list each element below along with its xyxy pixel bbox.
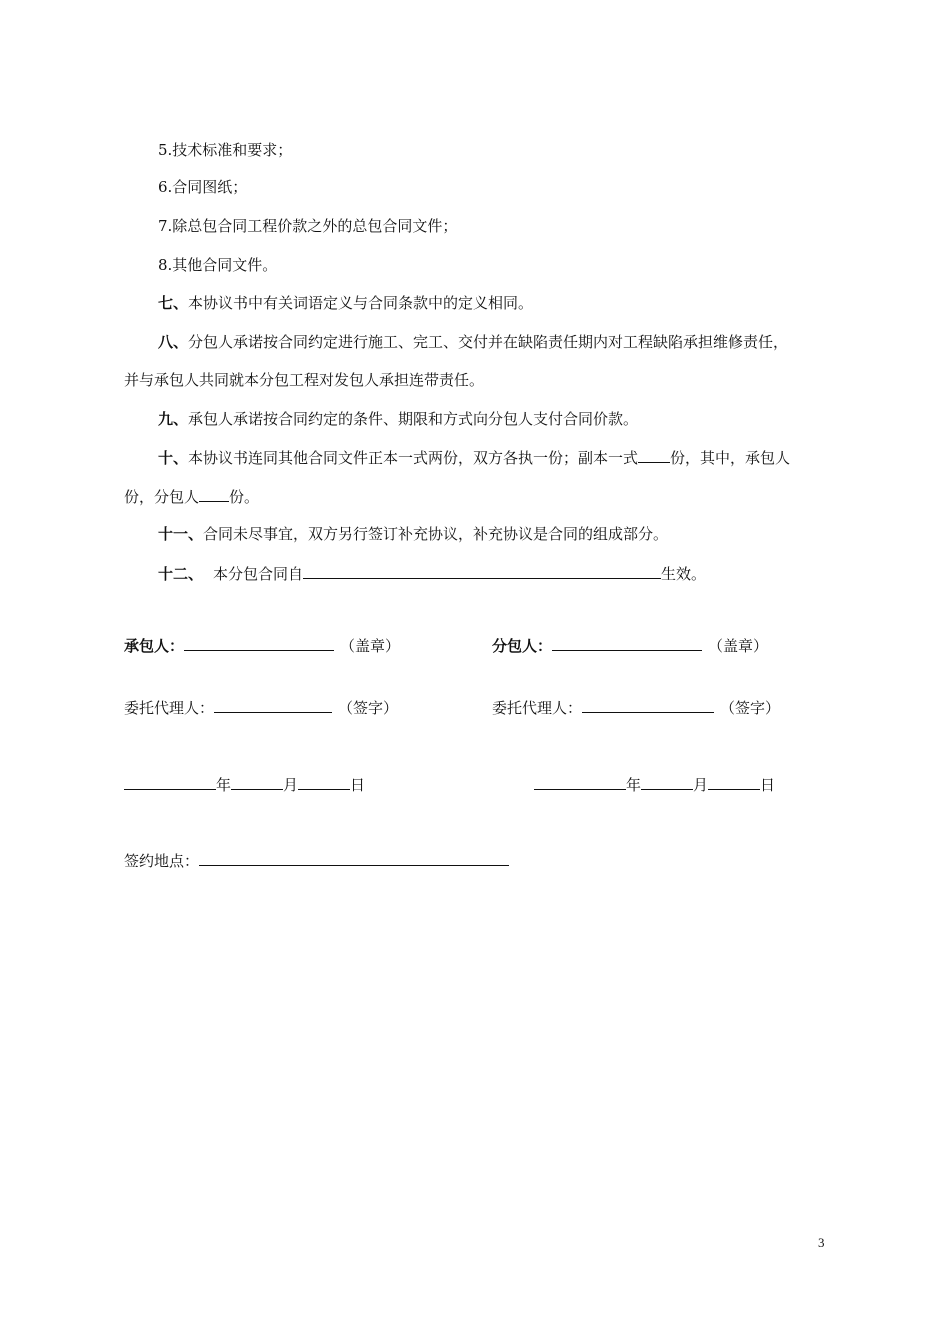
subcontractor-signature <box>492 635 768 656</box>
item-7: 7.除总包合同工程价款之外的总包合同文件； <box>158 217 458 235</box>
clause-9 <box>158 409 638 429</box>
clause-11 <box>158 524 668 544</box>
clause-8-text-b: 并与承包人共同就本分包工程对发包人承担连带责任。 <box>124 371 485 389</box>
contractor-label: 承包人： <box>124 637 185 655</box>
subcontractor-month: 月 <box>693 776 709 794</box>
clause-8-number: 八、 <box>158 333 189 351</box>
clause-7-text: 本协议书中有关词语定义与合同条款中的定义相同。 <box>188 294 534 312</box>
contractor-day: 日 <box>350 776 366 794</box>
clause-10-text-c: 份，分包人 <box>124 488 200 506</box>
subcontractor-agent-label: 委托代理人： <box>492 699 583 717</box>
contractor-agent-sign: （签字） <box>338 699 399 717</box>
subcontractor-month-blank <box>641 774 693 790</box>
subcontractor-year: 年 <box>626 776 642 794</box>
clause-8-text-a: 分包人承诺按合同约定进行施工、完工、交付并在缺陷责任期内对工程缺陷承担维修责任， <box>188 333 789 351</box>
contractor-agent-label: 委托代理人： <box>124 699 215 717</box>
item-5: 5.技术标准和要求； <box>158 141 293 159</box>
signing-place-label: 签约地点： <box>124 852 200 870</box>
clause-8-line-1 <box>158 332 788 352</box>
subcontractor-agent-sign: （签字） <box>720 699 781 717</box>
contractor-agent <box>124 697 398 718</box>
item-8: 8.其他合同文件。 <box>158 256 278 274</box>
clause-12 <box>158 563 706 584</box>
clause-9-number: 九、 <box>158 410 189 428</box>
clause-7-number: 七、 <box>158 294 189 312</box>
contractor-agent-blank <box>214 697 332 713</box>
clause-11-number: 十一、 <box>158 525 204 543</box>
contractor-year-blank <box>124 774 216 790</box>
clause-12-number: 十二、 <box>158 565 204 583</box>
subcontractor-year-blank <box>534 774 626 790</box>
contractor-month: 月 <box>283 776 299 794</box>
subcontractor-date <box>534 774 775 795</box>
clause-10-line-2 <box>124 486 259 507</box>
contractor-signature <box>124 635 400 656</box>
item-6: 6.合同图纸； <box>158 178 248 196</box>
clause-12-text-a: 本分包合同自 <box>213 565 304 583</box>
clause-10-text-b: 份，其中，承包人 <box>670 449 791 467</box>
clause-10-text-d: 份。 <box>229 488 260 506</box>
clause-12-text-b: 生效。 <box>661 565 707 583</box>
subcontractor-seal: （盖章） <box>708 637 769 655</box>
copies-blank <box>638 447 670 463</box>
subcontractor-copies-blank <box>199 486 229 502</box>
contractor-blank <box>184 635 334 651</box>
subcontractor-agent <box>492 697 780 718</box>
subcontractor-day: 日 <box>760 776 776 794</box>
clause-10-line-1 <box>158 447 790 468</box>
signing-place-blank <box>199 850 509 866</box>
clause-11-text: 合同未尽事宜，双方另行签订补充协议，补充协议是合同的组成部分。 <box>203 525 669 543</box>
contractor-seal: （盖章） <box>340 637 401 655</box>
signing-place <box>124 850 509 871</box>
contractor-month-blank <box>231 774 283 790</box>
contractor-day-blank <box>298 774 350 790</box>
contractor-year: 年 <box>216 776 232 794</box>
effective-date-blank <box>303 563 661 579</box>
subcontractor-day-blank <box>708 774 760 790</box>
page-number: 3 <box>818 1235 825 1250</box>
clause-10-text-a: 本协议书连同其他合同文件正本一式两份，双方各执一份；副本一式 <box>188 449 639 467</box>
subcontractor-blank <box>552 635 702 651</box>
clause-7 <box>158 293 533 313</box>
clause-9-text: 承包人承诺按合同约定的条件、期限和方式向分包人支付合同价款。 <box>188 410 639 428</box>
subcontractor-agent-blank <box>582 697 714 713</box>
clause-10-number: 十、 <box>158 449 189 467</box>
contractor-date <box>124 774 365 795</box>
subcontractor-label: 分包人： <box>492 637 553 655</box>
